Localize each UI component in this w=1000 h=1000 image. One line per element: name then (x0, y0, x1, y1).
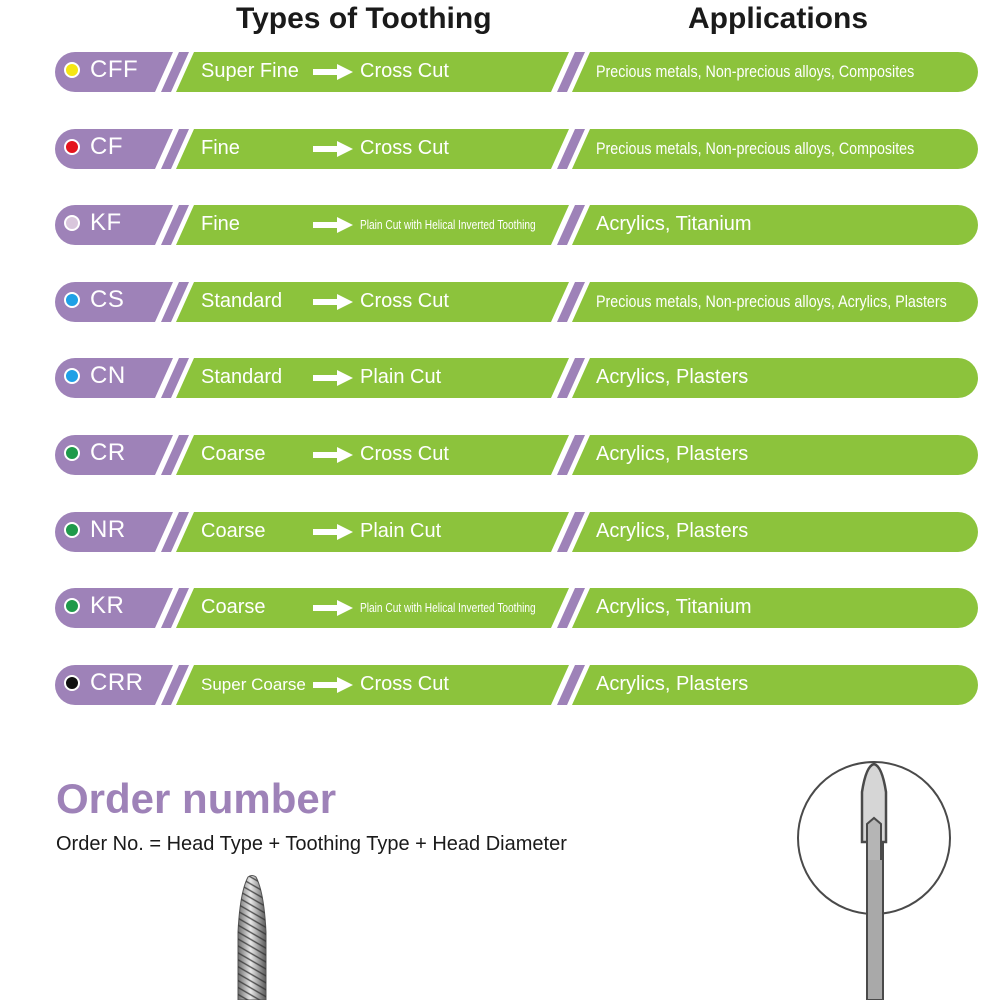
toothing-code: KF (90, 209, 122, 236)
cut-type: Cross Cut (360, 60, 449, 82)
toothing-grade: Coarse (201, 443, 266, 465)
arrow-right-icon (313, 141, 353, 157)
color-dot-icon (64, 675, 80, 691)
toothing-code: CR (90, 439, 126, 466)
toothing-row (55, 358, 978, 398)
arrow-right-icon (313, 217, 353, 233)
cut-type: Cross Cut (360, 137, 449, 159)
carbide-bur-photo (200, 872, 300, 1000)
toothing-code: CS (90, 286, 125, 313)
toothing-code: KR (90, 592, 125, 619)
color-dot-icon (64, 292, 80, 308)
arrow-right-icon (313, 447, 353, 463)
cut-type: Cross Cut (360, 673, 449, 695)
application-text: Acrylics, Titanium (596, 596, 752, 618)
application-text: Precious metals, Non-precious alloys, Composites (596, 62, 915, 81)
row-background (55, 435, 978, 475)
application-text: Acrylics, Titanium (596, 213, 752, 235)
toothing-grade: Coarse (201, 596, 266, 618)
toothing-row (55, 52, 978, 92)
toothing-grade: Coarse (201, 520, 266, 542)
toothing-row (55, 205, 978, 245)
cut-type: Plain Cut (360, 520, 442, 542)
toothing-grade: Super Fine (201, 60, 299, 82)
toothing-row (55, 665, 978, 705)
arrow-right-icon (313, 370, 353, 386)
types-of-toothing-heading: Types of Toothing (236, 2, 492, 35)
cut-type: Plain Cut (360, 366, 442, 388)
toothing-code: CF (90, 133, 123, 160)
toothing-row (55, 282, 978, 322)
color-dot-icon (64, 522, 80, 538)
toothing-grade: Fine (201, 213, 240, 235)
arrow-right-icon (313, 64, 353, 80)
cut-type: Cross Cut (360, 443, 449, 465)
arrow-right-icon (313, 600, 353, 616)
application-text: Acrylics, Plasters (596, 673, 749, 695)
toothing-code: NR (90, 516, 126, 543)
toothing-code: CN (90, 362, 126, 389)
color-dot-icon (64, 62, 80, 78)
color-dot-icon (64, 215, 80, 231)
toothing-code: CRR (90, 669, 144, 696)
application-text: Precious metals, Non-precious alloys, Acrylics, Plasters (596, 292, 947, 311)
row-background (55, 665, 978, 705)
arrow-right-icon (313, 524, 353, 540)
row-background (55, 512, 978, 552)
arrow-right-icon (313, 294, 353, 310)
order-number-title: Order number (56, 775, 337, 822)
arrow-right-icon (313, 677, 353, 693)
bur-head-diagram (790, 760, 960, 1000)
cut-type: Plain Cut with Helical Inverted Toothing (360, 600, 536, 615)
toothing-grade: Fine (201, 137, 240, 159)
toothing-row (55, 129, 978, 169)
color-dot-icon (64, 139, 80, 155)
toothing-row (55, 512, 978, 552)
application-text: Acrylics, Plasters (596, 520, 749, 542)
toothing-grade: Standard (201, 290, 283, 312)
application-text: Acrylics, Plasters (596, 366, 749, 388)
color-dot-icon (64, 368, 80, 384)
color-dot-icon (64, 445, 80, 461)
cut-type: Plain Cut with Helical Inverted Toothing (360, 217, 536, 232)
toothing-grade: Standard (201, 366, 283, 388)
order-number-formula: Order No. = Head Type + Toothing Type + Head Diameter (56, 833, 567, 855)
toothing-row (55, 588, 978, 628)
toothing-code: CFF (90, 56, 139, 83)
toothing-row (55, 435, 978, 475)
row-background (55, 358, 978, 398)
color-dot-icon (64, 598, 80, 614)
application-text: Precious metals, Non-precious alloys, Composites (596, 139, 915, 158)
cut-type: Cross Cut (360, 290, 449, 312)
applications-heading: Applications (688, 2, 869, 35)
toothing-grade: Super Coarse (201, 675, 306, 694)
application-text: Acrylics, Plasters (596, 443, 749, 465)
